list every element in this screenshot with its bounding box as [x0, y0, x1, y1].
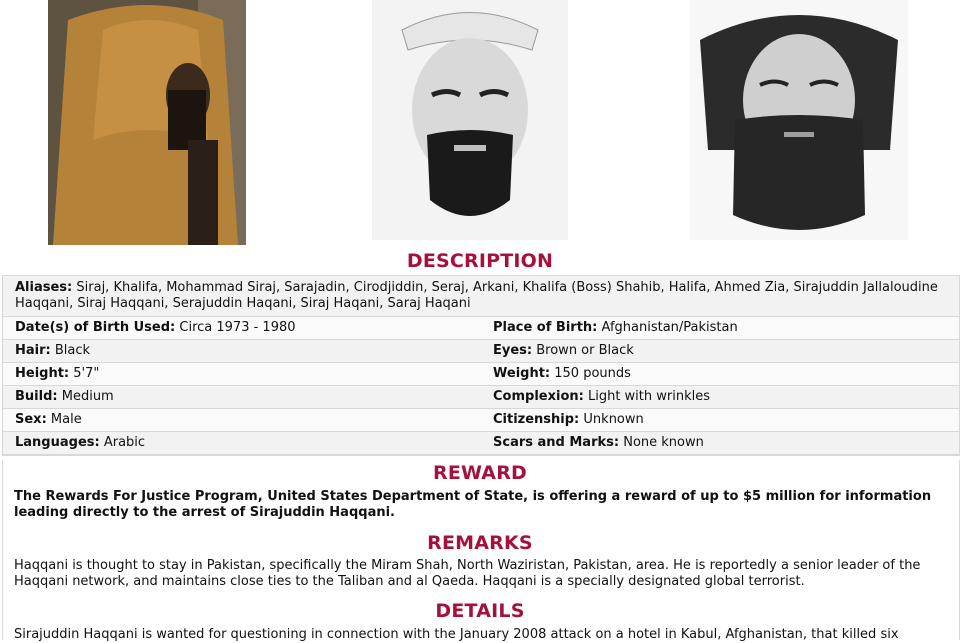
field-value: Unknown	[583, 412, 644, 427]
field-label: Scars and Marks:	[493, 435, 620, 450]
table-row	[3, 363, 959, 386]
field-value: 150 pounds	[554, 366, 631, 381]
table-row	[3, 409, 959, 432]
details-text: Sirajuddin Haqqani is wanted for questioning in connection with the January 2008 attack on a hotel in Kabul, Afghanistan, that killed six	[14, 627, 899, 642]
details-heading: DETAILS	[435, 600, 525, 622]
field-label: Languages:	[15, 435, 100, 450]
aliases-label: Aliases:	[15, 280, 73, 295]
table-row	[3, 340, 959, 363]
table-row	[3, 432, 959, 455]
field-value: Afghanistan/Pakistan	[601, 320, 738, 335]
field-value: Black	[54, 343, 91, 358]
aliases-value: Siraj, Khalifa, Mohammad Siraj, Sarajadin, Cirodjiddin, Seraj, Arkani, Khalifa (Boss) Shahib, Halifa, Ahmed Zia, Sirajuddin Jallaloudine Haqqani, Siraj Haqqani, Serajuddin Haqani, Siraj Haqani, Saraj Haqani	[15, 280, 938, 311]
photo-strip	[0, 0, 960, 248]
field-label: Sex:	[15, 412, 47, 427]
reward-text: The Rewards For Justice Program, United States Department of State, is offering a reward of up to $5 million for information leading directly to the arrest of Sirajuddin Haqqani.	[14, 489, 932, 520]
field-value: Arabic	[103, 435, 146, 450]
field-label: Height:	[15, 366, 70, 381]
field-label: Build:	[15, 389, 58, 404]
field-value: Male	[50, 412, 82, 427]
field-label: Citizenship:	[493, 412, 580, 427]
remarks-text: Haqqani is thought to stay in Pakistan, specifically the Miram Shah, North Waziristan, Pakistan, area. He is reportedly a senior leader of the Haqqani network, and maintains close ties to the Taliban and al Qaeda. Haqqani is a specially designated global terrorist.	[14, 558, 921, 589]
field-value: Brown or Black	[536, 343, 634, 358]
field-label: Hair:	[15, 343, 51, 358]
field-label: Complexion:	[493, 389, 584, 404]
table-row	[3, 386, 959, 409]
description-table	[2, 275, 960, 456]
suspect-sketch-alt	[690, 0, 908, 240]
aliases-row	[3, 276, 959, 317]
suspect-sketch	[372, 0, 568, 240]
table-row	[3, 317, 959, 340]
remarks-heading: REMARKS	[427, 532, 533, 554]
suspect-photo	[48, 0, 246, 245]
field-value: 5'7"	[73, 366, 100, 381]
field-value: Light with wrinkles	[587, 389, 710, 404]
description-heading: DESCRIPTION	[406, 250, 554, 272]
reward-heading: REWARD	[432, 462, 528, 484]
field-label: Place of Birth:	[493, 320, 598, 335]
field-value: Medium	[61, 389, 114, 404]
field-value: Circa 1973 - 1980	[179, 320, 296, 335]
field-label: Date(s) of Birth Used:	[15, 320, 176, 335]
field-label: Weight:	[493, 366, 551, 381]
field-label: Eyes:	[493, 343, 533, 358]
field-value: None known	[623, 435, 704, 450]
